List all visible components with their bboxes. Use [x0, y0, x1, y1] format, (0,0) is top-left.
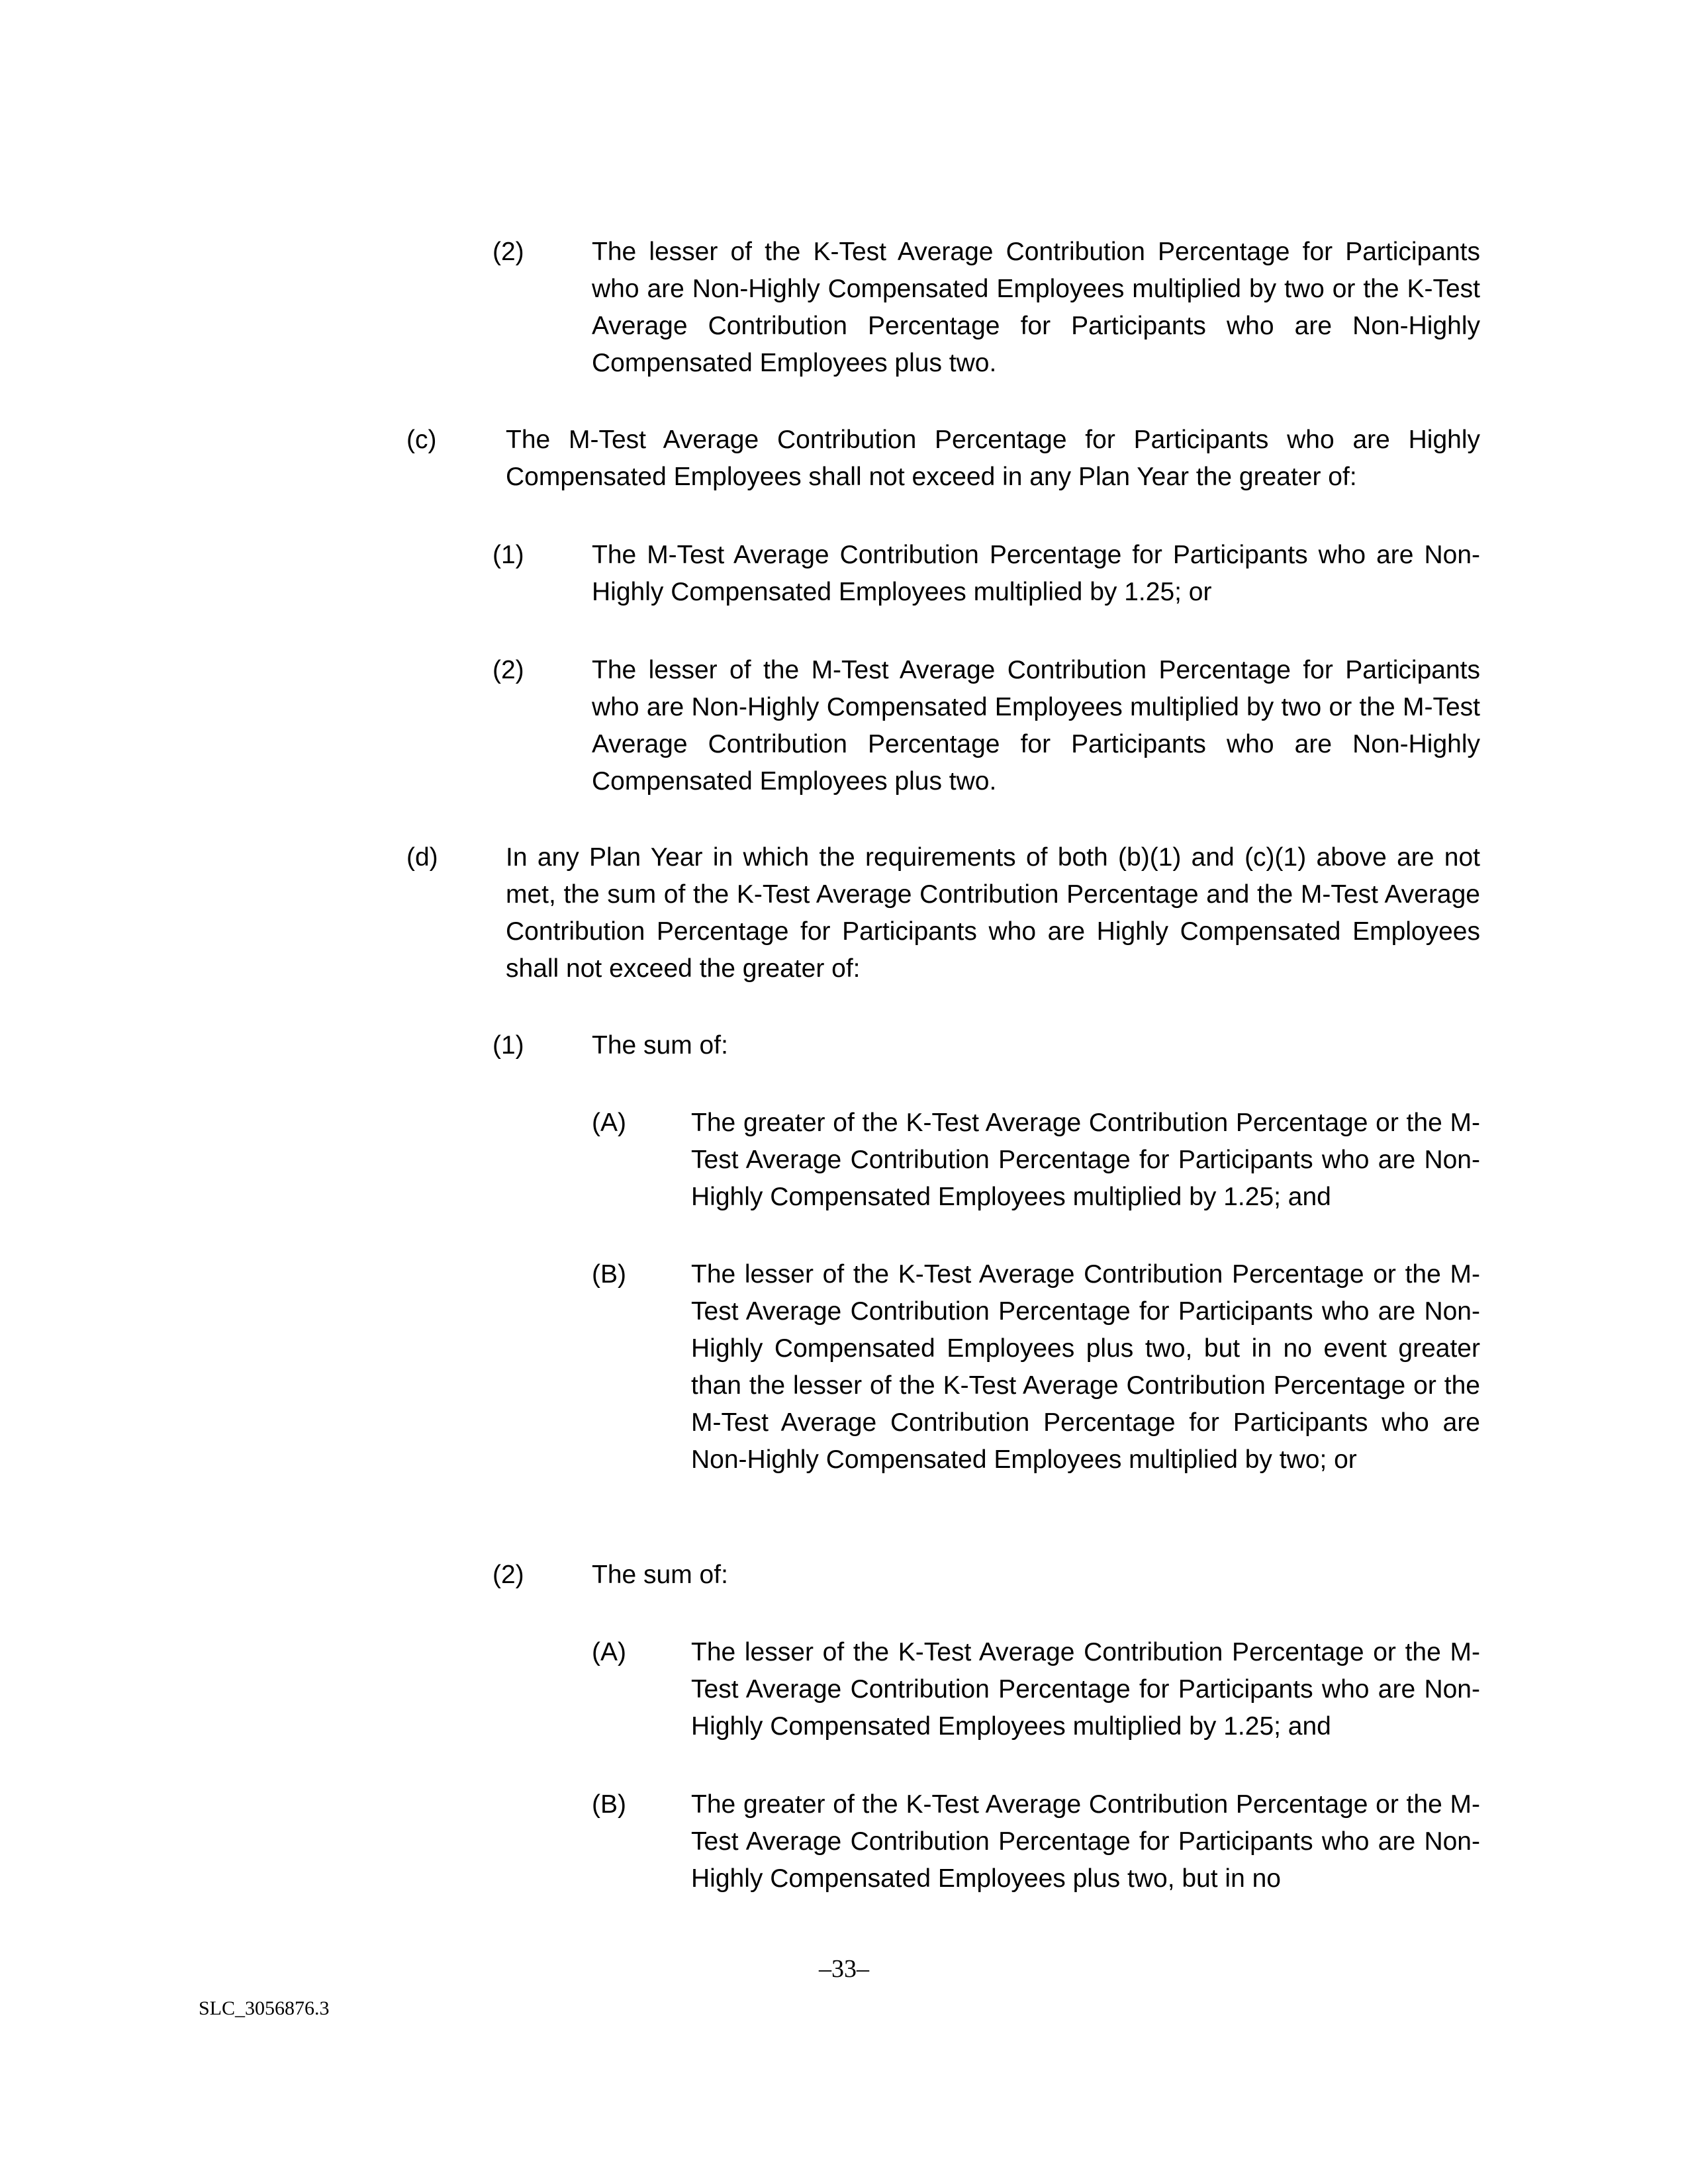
- item-text: In any Plan Year in which the requirements of both (b)(1) and (c)(1) above are not met, the sum of the K-Test Average Contribution Percentage and the M-Test Average Contribution Percentage for Participants who are Highly Compensated Employees shall not exceed the greater of:: [506, 843, 1480, 983]
- item-text: The M-Test Average Contribution Percentage for Participants who are Non-Highly Compensated Employees multiplied by 1.25; or: [592, 541, 1480, 606]
- item-label: (B): [592, 1260, 626, 1289]
- item-label: (A): [592, 1109, 626, 1137]
- item-text: The M-Test Average Contribution Percentage for Participants who are Highly Compensated Employees shall not exceed in any Plan Year the greater of:: [506, 426, 1480, 491]
- item-label: (2): [492, 1561, 524, 1589]
- item-label: (c): [406, 426, 437, 454]
- item-text: The greater of the K-Test Average Contribution Percentage or the M-Test Average Contribution Percentage for Participants who are Non-Highly Compensated Employees multiplied by 1.25; and: [691, 1109, 1480, 1211]
- item-label: (2): [492, 238, 524, 266]
- item-text: The lesser of the M-Test Average Contribution Percentage for Participants who are Non-Highly Compensated Employees multiplied by two or the M-Test Average Contribution Percentage for Participants who are Non-Highly Compensated Employees plus two.: [592, 656, 1480, 796]
- item-label: (d): [406, 843, 438, 872]
- item-label: (B): [592, 1790, 626, 1819]
- item-text: The lesser of the K-Test Average Contribution Percentage or the M-Test Average Contribution Percentage for Participants who are Non-Highly Compensated Employees plus two, but in no event greater than the lesser of the K-Test Average Contribution Percentage or the M-Test Average Contribution Percentage for Participants who are Non-Highly Compensated Employees multiplied by two; or: [691, 1260, 1480, 1474]
- item-text: The sum of:: [592, 1561, 728, 1589]
- item-text: The sum of:: [592, 1031, 728, 1060]
- item-text: The lesser of the K-Test Average Contribution Percentage for Participants who are Non-Highly Compensated Employees multiplied by two or the K-Test Average Contribution Percentage for Participants who are Non-Highly Compensated Employees plus two.: [592, 238, 1480, 377]
- item-text: The lesser of the K-Test Average Contribution Percentage or the M-Test Average Contribution Percentage for Participants who are Non-Highly Compensated Employees multiplied by 1.25; and: [691, 1638, 1480, 1741]
- item-text: The greater of the K-Test Average Contribution Percentage or the M-Test Average Contribution Percentage for Participants who are Non-Highly Compensated Employees plus two, but in no: [691, 1790, 1480, 1893]
- item-label: (1): [492, 541, 524, 569]
- document-id: SLC_3056876.3: [199, 1997, 330, 2019]
- item-label: (1): [492, 1031, 524, 1060]
- page-number: –33–: [819, 1955, 869, 1983]
- item-label: (2): [492, 656, 524, 684]
- item-label: (A): [592, 1638, 626, 1666]
